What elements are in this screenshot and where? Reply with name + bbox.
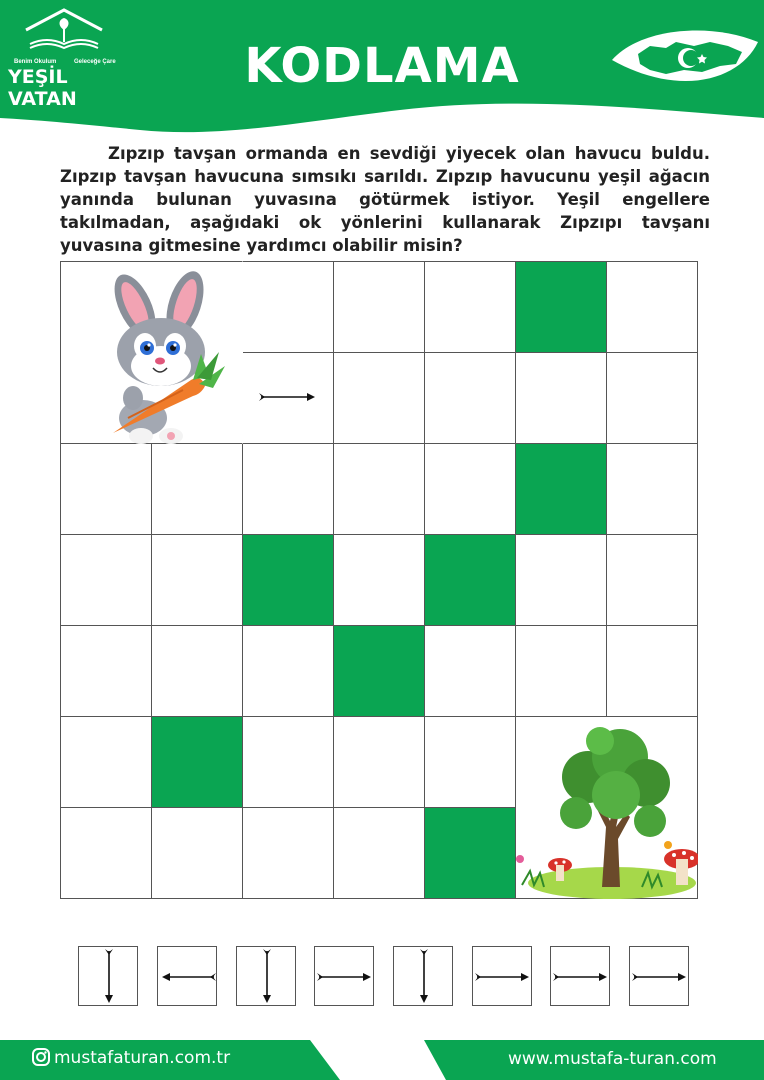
grid-cell <box>151 443 243 535</box>
arrow-left-icon <box>158 947 216 1007</box>
arrow-box-7[interactable] <box>550 946 610 1006</box>
grid-cell <box>333 534 425 626</box>
arrow-box-4[interactable] <box>314 946 374 1006</box>
grid-cell <box>242 443 334 535</box>
arrow-box-1[interactable] <box>78 946 138 1006</box>
logo-tagline-right: Geleceğe Çare <box>74 59 116 65</box>
logo-tagline-left: Benim Okulum <box>14 59 57 65</box>
maze-grid <box>60 261 698 898</box>
grid-cell <box>606 443 698 535</box>
obstacle-cell <box>424 534 516 626</box>
grid-cell <box>60 625 152 717</box>
grid-cell <box>242 807 334 899</box>
grid-cell <box>515 534 607 626</box>
arrow-box-8[interactable] <box>629 946 689 1006</box>
start-cell <box>60 261 243 444</box>
grid-cell <box>151 807 243 899</box>
arrow-down-icon <box>237 947 295 1007</box>
grid-cell <box>606 261 698 353</box>
arrow-box-5[interactable] <box>393 946 453 1006</box>
grid-cell <box>424 261 516 353</box>
website-link[interactable]: www.mustafa-turan.com <box>508 1049 717 1069</box>
grid-cell <box>333 807 425 899</box>
grid-cell <box>424 443 516 535</box>
grid-cell <box>424 716 516 808</box>
grid-cell <box>333 352 425 444</box>
turkey-map-icon <box>610 20 760 100</box>
instructions-text: Zıpzıp tavşan ormanda en sevdiği yiyecek olan havucu buldu. Zıpzıp tavşan havucuna sımsıkı sarıldı. Zıpzıp havucunu yeşil ağacın yanında bulunan yuvasına götürmek istiyor. Yeşil engellere takılmadan, aşağıdaki ok yönlerini kullanarak Zıpzıpı tavşanı yuvasına gitmesine yardımcı olabilir misin? <box>60 144 710 255</box>
arrow-box-3[interactable] <box>236 946 296 1006</box>
arrow-box-2[interactable] <box>157 946 217 1006</box>
obstacle-cell <box>333 625 425 717</box>
obstacle-cell <box>424 807 516 899</box>
arrow-right-icon <box>551 947 609 1007</box>
logo-brand-name: YEŞİL VATAN <box>8 66 77 110</box>
grid-cell <box>242 625 334 717</box>
grid-cell <box>242 716 334 808</box>
grid-cell <box>333 716 425 808</box>
grid-cell <box>333 261 425 353</box>
arrow-right-icon <box>630 947 688 1007</box>
hint-arrow-right-icon <box>257 390 317 404</box>
goal-cell <box>515 716 698 899</box>
obstacle-cell <box>515 261 607 353</box>
obstacle-cell <box>151 716 243 808</box>
arrow-box-6[interactable] <box>472 946 532 1006</box>
grid-cell <box>60 534 152 626</box>
rabbit-icon <box>73 268 243 448</box>
instagram-icon <box>32 1048 50 1066</box>
arrow-right-icon <box>473 947 531 1007</box>
grid-cell <box>515 625 607 717</box>
grid-cell <box>151 534 243 626</box>
grid-cell <box>606 352 698 444</box>
obstacle-cell <box>515 443 607 535</box>
grid-cell <box>151 625 243 717</box>
grid-cell <box>60 807 152 899</box>
grid-cell <box>60 716 152 808</box>
page-title: KODLAMA <box>244 38 520 94</box>
grid-cell <box>242 261 334 353</box>
grid-cell <box>606 534 698 626</box>
grid-cell <box>606 625 698 717</box>
grid-cell <box>424 352 516 444</box>
arrow-down-icon <box>79 947 137 1007</box>
instagram-handle[interactable]: mustafaturan.com.tr <box>54 1048 231 1068</box>
obstacle-cell <box>242 534 334 626</box>
grid-cell <box>424 625 516 717</box>
grid-cell <box>333 443 425 535</box>
arrow-right-icon <box>315 947 373 1007</box>
grid-cell <box>515 352 607 444</box>
arrow-down-icon <box>394 947 452 1007</box>
grid-cell <box>60 443 152 535</box>
tree-icon <box>516 717 698 899</box>
